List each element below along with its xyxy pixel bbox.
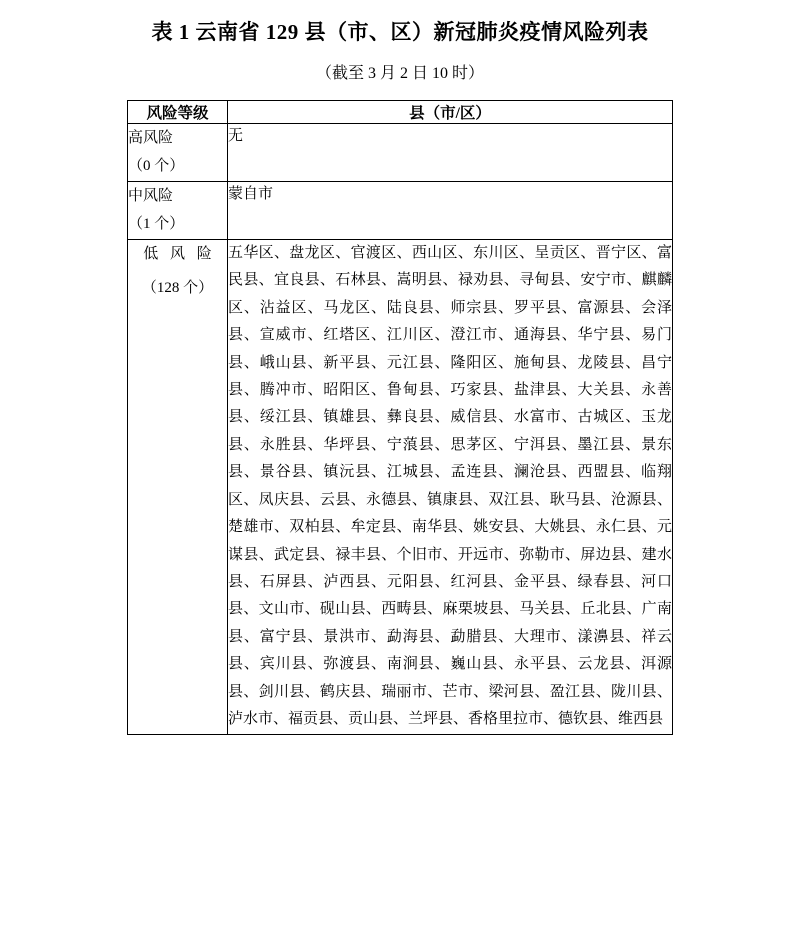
risk-level-count: （0 个） <box>128 158 185 175</box>
risk-level-count: （128 个） <box>141 280 214 297</box>
risk-level-count: （1 个） <box>128 216 185 233</box>
column-header-area: 县（市/区） <box>228 100 673 123</box>
table-row <box>128 123 673 181</box>
risk-level-low <box>128 239 228 734</box>
table-header-row <box>128 100 673 123</box>
risk-level-name: 低 风 险 <box>143 245 216 262</box>
risk-level-high <box>128 123 228 181</box>
risk-level-table <box>127 100 673 735</box>
risk-level-name: 中风险 <box>128 187 174 204</box>
table-row <box>128 239 673 734</box>
document-page <box>0 18 800 936</box>
column-header-risk-level: 风险等级 <box>128 100 228 123</box>
table-row <box>128 181 673 239</box>
area-list-high: 无 <box>228 123 673 181</box>
risk-level-medium <box>128 181 228 239</box>
page-title: 表 1 云南省 129 县（市、区）新冠肺炎疫情风险列表 <box>151 20 649 44</box>
risk-level-name: 高风险 <box>128 129 174 146</box>
page-subtitle: （截至 3 月 2 日 10 时） <box>315 65 484 83</box>
area-list-low: 五华区、盘龙区、官渡区、西山区、东川区、呈贡区、晋宁区、富民县、宜良县、石林县、嵩明县、禄劝县、寻甸县、安宁市、麒麟区、沾益区、马龙区、陆良县、师宗县、罗平县、富源县、会泽县、宣威市、红塔区、江川区、澄江市、通海县、华宁县、易门县、峨山县、新平县、元江县、隆阳区、施甸县、龙陵县、昌宁县、腾冲市、昭阳区、鲁甸县、巧家县、盐津县、大关县、永善县、绥江县、镇雄县、彝良县、威信县、水富市、古城区、玉龙县、永胜县、华坪县、宁蒗县、思茅区、宁洱县、墨江县、景东县、景谷县、镇沅县、江城县、孟连县、澜沧县、西盟县、临翔区、凤庆县、云县、永德县、镇康县、双江县、耿马县、沧源县、楚雄市、双柏县、牟定县、南华县、姚安县、大姚县、永仁县、元谋县、武定县、禄丰县、个旧市、开远市、弥勒市、屏边县、建水县、石屏县、泸西县、元阳县、红河县、金平县、绿春县、河口县、文山市、砚山县、西畴县、麻栗坡县、马关县、丘北县、广南县、富宁县、景洪市、勐海县、勐腊县、大理市、漾濞县、祥云县、宾川县、弥渡县、南涧县、巍山县、永平县、云龙县、洱源县、剑川县、鹤庆县、瑞丽市、芒市、梁河县、盈江县、陇川县、泸水市、福贡县、贡山县、兰坪县、香格里拉市、德钦县、维西县 <box>228 239 673 734</box>
area-list-medium: 蒙自市 <box>228 181 673 239</box>
